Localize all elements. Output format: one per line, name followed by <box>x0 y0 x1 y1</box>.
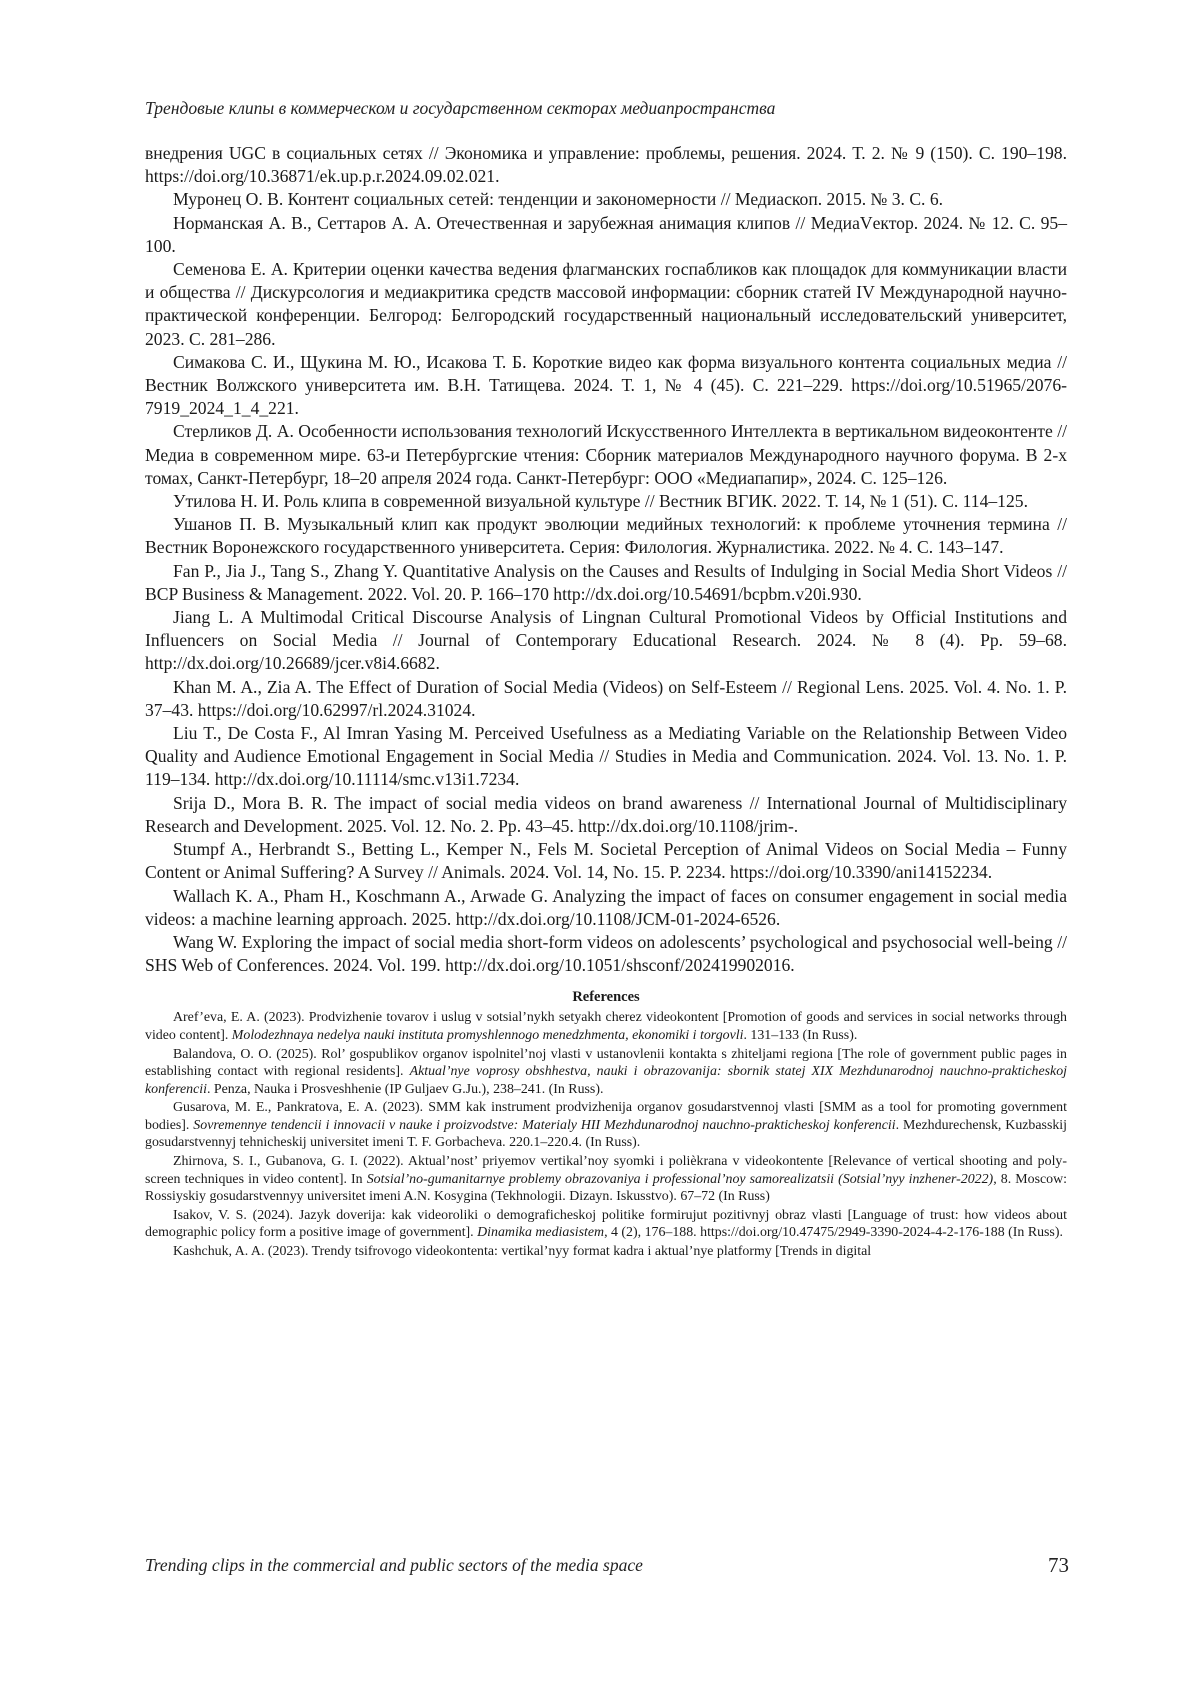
english-reference-item <box>145 1009 1067 1044</box>
reference-source-title: Sotsial’no-gumanitarnye problemy obrazovaniya i professional’noy samorealizatsii (Sotsial’nyy inzhener-2022) <box>366 1171 994 1187</box>
reference-item: внедрения UGC в социальных сетях // Экономика и управление: проблемы, решения. 2024. Т. 2. № 9 (150). С. 190–198. https://doi.org/10.36871/ek.up.p.r.2024.09.02.021. <box>145 143 1067 187</box>
reference-item: Khan M. A., Zia A. The Effect of Duration of Social Media (Videos) on Self-Esteem // Regional Lens. 2025. Vol. 4. No. 1. P. 37–43. https://doi.org/10.62997/rl.2024.31024. <box>145 676 1067 720</box>
reference-details: , 4 (2), 176–188. https://doi.org/10.47475/2949-3390-2024-4-2-176-188 (In Russ). <box>604 1225 1063 1241</box>
reference-item: Муронец О. В. Контент социальных сетей: тенденции и закономерности // Медиаскоп. 2015. № 3. С. 6. <box>173 189 944 210</box>
reference-text: Aref’eva, E. A. (2023). Prodvizhenie tovarov i uslug v sotsial’nykh setyakh cherez videokontent [Promotion of goods and services in social networks through video content]. <box>145 1010 1067 1043</box>
reference-source-title: Aktual’nye voprosy obshhestva, nauki i obrazovanija: sbornik statej XIX Mezhdunarodnoj nauchno-prakticheskoj konferencii <box>145 1064 1068 1097</box>
reference-text: Gusarova, M. E., Pankratova, E. A. (2023). SMM kak instrument prodvizhenija organov gosudarstvennoj vlasti [SMM as a tool for promoting government bodies]. <box>145 1100 1067 1133</box>
page-number: 73 <box>1048 1553 1069 1577</box>
reference-details: . Penza, Nauka i Prosveshhenie (IP Guljaev G.Ju.), 238–241. (In Russ). <box>206 1081 604 1097</box>
reference-item: Норманская А. В., Сеттаров А. А. Отечественная и зарубежная анимация клипов // МедиаVектор. 2024. № 12. С. 95–100. <box>145 212 1067 256</box>
reference-item: Симакова С. И., Щукина М. Ю., Исакова Т. Б. Короткие видео как форма визуального контента социальных медиа // Вестник Волжского университета им. В.Н. Татищева. 2024. Т. 1, № 4 (45). С. 221–229. https://doi.org/10.51965/2076-7919_2024_1_4_221. <box>145 351 1067 419</box>
bibliography <box>145 142 1067 1262</box>
english-reference-item <box>145 1099 1067 1152</box>
running-footer: Trending clips in the commercial and public sectors of the media space <box>145 1555 643 1575</box>
references-heading: References <box>572 989 640 1006</box>
reference-source-title: Sovremennye tendencii i innovacii v nauke i proizvodstve: Materialy HII Mezhdunarodnoj nauchno-prakticheskoj konferencii <box>193 1117 896 1133</box>
reference-item: Jiang L. A Multimodal Critical Discourse Analysis of Lingnan Cultural Promotional Videos by Official Institutions and Influencers on Social Media // Journal of Contemporary Educational Research. 2024. № 8 (4). Pp. 59–68. http://dx.doi.org/10.26689/jcer.v8i4.6682. <box>145 607 1067 674</box>
reference-item: Wang W. Exploring the impact of social media short-form videos on adolescents’ psychological and psychosocial well-being // SHS Web of Conferences. 2024. Vol. 199. http://dx.doi.org/10.1051/shsconf/202419902016. <box>145 931 1067 976</box>
english-reference-item <box>145 1243 1067 1261</box>
reference-item: Семенова Е. А. Критерии оценки качества ведения флагманских госпабликов как площадок для коммуникации власти и общества // Дискурсология и медиакритика средств массовой информации: сборник статей IV Международной научно-практической конференции. Белгород: Белгородский государственный национальный исследовательский университет, 2023. С. 281–286. <box>145 259 1067 349</box>
reference-details: , 8. Moscow: Rossiyskiy gosudarstvennyy universitet imeni A.N. Kosygina (Tekhnologii. Dizayn. Iskusstvo). 67–72 (In Russ) <box>145 1171 1067 1205</box>
reference-text: Balandova, O. O. (2025). Rol’ gospublikov organov ispolnitel’noj vlasti v ustanovlenii kontakta s zhiteljami regiona [The role of government public pages in establishing contact with regional residents]. <box>145 1046 1067 1080</box>
reference-details: . Mezhdurechensk, Kuzbasskij gosudarstvennyj tehnicheskij universitet imeni T. F. Gorbacheva. 220.1–220.4. (In Russ). <box>145 1117 1068 1151</box>
reference-source-title: Dinamika mediasistem <box>477 1225 605 1241</box>
reference-text: Kashchuk, A. A. (2023). Trendy tsifrovogo videokontenta: vertikal’nyy format kadra i aktual’nye platformy [Trends in digital <box>173 1244 872 1260</box>
reference-item: Liu T., De Costa F., Al Imran Yasing M. Perceived Usefulness as a Mediating Variable on the Relationship Between Video Quality and Audience Emotional Engagement in Social Media // Studies in Media and Communication. 2024. Vol. 13. No. 1. P. 119–134. http://dx.doi.org/10.11114/smc.v13i1.7234. <box>145 723 1067 790</box>
english-reference-item <box>145 1207 1067 1242</box>
english-reference-item <box>145 1046 1067 1099</box>
running-header: Трендовые клипы в коммерческом и государственном секторах медиапространства <box>145 98 776 118</box>
reference-item: Fan P., Jia J., Tang S., Zhang Y. Quantitative Analysis on the Causes and Results of Indulging in Social Media Short Videos // BCP Business & Management. 2022. Vol. 20. P. 166–170 http://dx.doi.org/10.54691/bcpbm.v20i.930. <box>145 560 1067 604</box>
reference-item: Утилова Н. И. Роль клипа в современной визуальной культуре // Вестник ВГИК. 2022. Т. 14, № 1 (51). С. 114–125. <box>173 491 1028 512</box>
reference-details: . 131–133 (In Russ). <box>743 1027 858 1043</box>
reference-item: Srija D., Mora B. R. The impact of social media videos on brand awareness // International Journal of Multidisciplinary Research and Development. 2025. Vol. 12. No. 2. Pp. 43–45. http://dx.doi.org/10.1108/jrim-. <box>145 792 1067 836</box>
reference-source-title: Molodezhnaya nedelya nauki instituta promyshlennogo menedzhmenta, ekonomiki i torgovli <box>231 1027 744 1043</box>
reference-text: Isakov, V. S. (2024). Jazyk doverija: kak videoroliki o demograficheskoj politike formirujut pozitivnyj obraz vlasti [Language of trust: how videos about demographic policy form a positive image of government]. <box>145 1207 1067 1241</box>
reference-item: Wallach K. A., Pham H., Koschmann A., Arwade G. Analyzing the impact of faces on consumer engagement in social media videos: a machine learning approach. 2025. http://dx.doi.org/10.1108/JCM-01-2024-6526. <box>145 885 1067 929</box>
reference-item: Stumpf A., Herbrandt S., Betting L., Kemper N., Fels M. Societal Perception of Animal Videos on Social Media – Funny Content or Animal Suffering? A Survey // Animals. 2024. Vol. 14, No. 15. P. 2234. https://doi.org/10.3390/ani14152234. <box>145 839 1067 883</box>
reference-item: Стерликов Д. А. Особенности использования технологий Искусственного Интеллекта в вертикальном видеоконтенте // Медиа в современном мире. 63-и Петербургские чтения: Сборник материалов Международного научного форума. В 2-х томах, Санкт-Петербург, 18–20 апреля 2024 года. Санкт-Петербург: ООО «Медиапапир», 2024. С. 125–126. <box>145 421 1067 488</box>
reference-item: Ушанов П. В. Музыкальный клип как продукт эволюции медийных технологий: к проблеме уточнения термина // Вестник Воронежского государственного университета. Серия: Филология. Журналистика. 2022. № 4. С. 143–147. <box>145 514 1067 558</box>
english-reference-item <box>145 1153 1067 1206</box>
reference-text: Zhirnova, S. I., Gubanova, G. I. (2022). Aktual’nost’ priyemov vertikal’noy syomki i polièkrana v videokontente [Relevance of vertical shooting and poly-screen techniques in video content]. In <box>145 1154 1067 1187</box>
